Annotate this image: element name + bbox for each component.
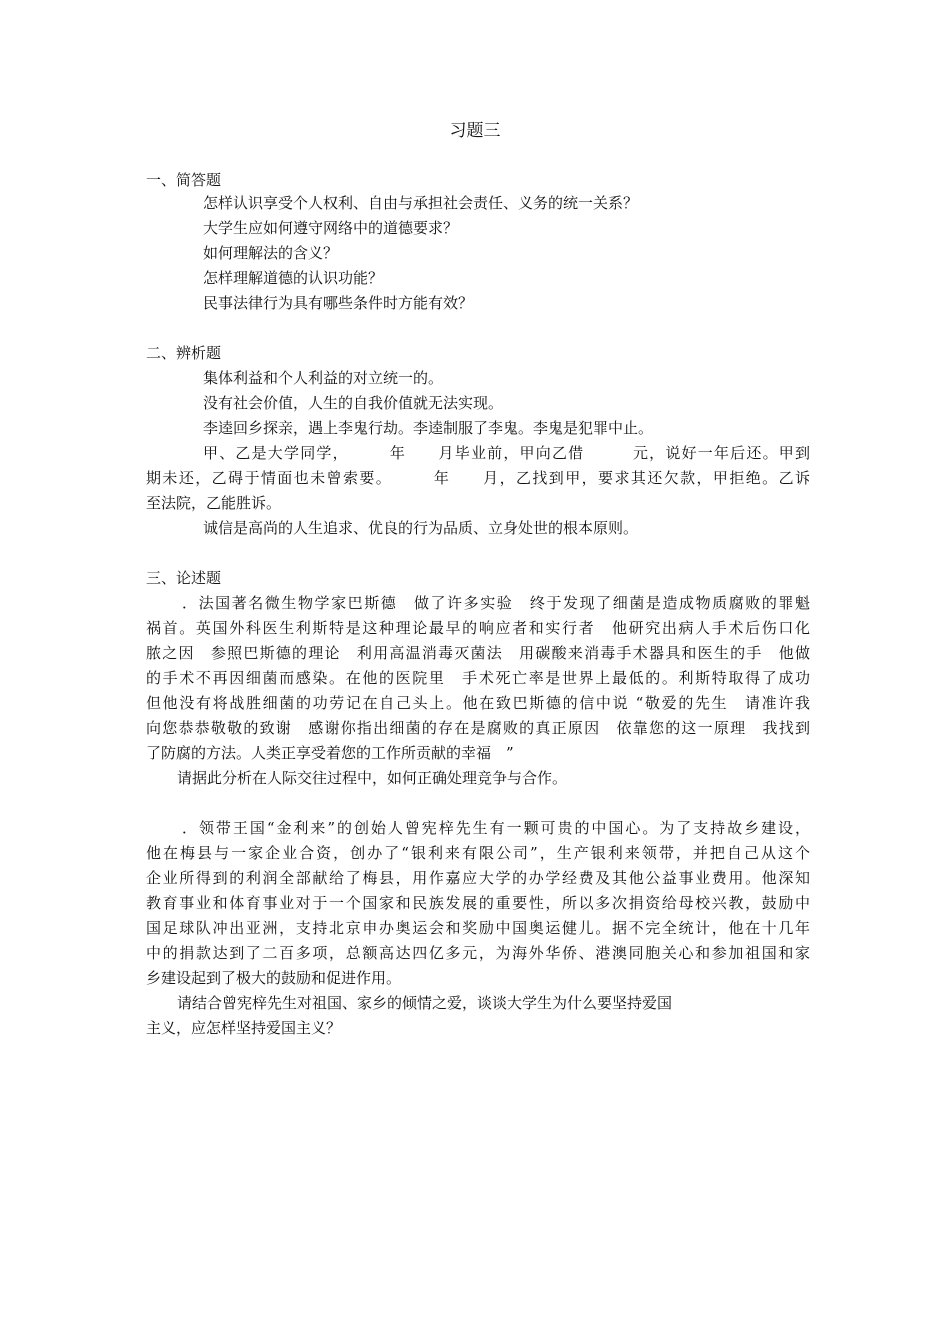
question-1-2: 大学生应如何遵守网络中的道德要求？	[203, 219, 459, 237]
essay-2-line-6: 中的捐款达到了二百多项，总额高达四亿多元，为海外华侨、港澳同胞关心和参加祖国和家	[146, 944, 810, 962]
essay-2-question-line-1: 请结合曾宪梓先生对祖国、家乡的倾情之爱，谈谈大学生为什么要坚持爱国	[177, 994, 673, 1012]
essay-2-question-line-2: 主义，应怎样坚持爱国主义？	[146, 1019, 342, 1037]
question-2-4-line-2: 期未还，乙碍于情面也未曾索要。 年 月，乙找到甲，要求其还欠款，甲拒绝。乙诉	[146, 469, 810, 487]
essay-1-line-1: ．法国著名微生物学家巴斯德 做了许多实验 终于发现了细菌是造成物质腐败的罪魁	[182, 594, 810, 612]
question-2-4-line-1: 甲、乙是大学同学， 年 月毕业前，甲向乙借 元，说好一年后还。甲到	[203, 444, 810, 462]
question-2-4-line-3: 至法院，乙能胜诉。	[146, 494, 282, 512]
essay-1-line-5: 但他没有将战胜细菌的功劳记在自己头上。他在致巴斯德的信中说 “敬爱的先生 请准许我	[146, 694, 810, 712]
question-2-5: 诚信是高尚的人生追求、优良的行为品质、立身处世的根本原则。	[203, 519, 639, 537]
essay-1-line-3: 脓之因 参照巴斯德的理论 利用高温消毒灭菌法 用碳酸来消毒手术器具和医生的手 他做	[146, 644, 810, 662]
document-title: 习题三	[449, 121, 501, 141]
question-1-1: 怎样认识享受个人权利、自由与承担社会责任、义务的统一关系？	[203, 194, 639, 212]
question-2-1: 集体利益和个人利益的对立统一的。	[203, 369, 444, 387]
question-1-4: 怎样理解道德的认识功能？	[203, 269, 384, 287]
section-heading-analysis: 二、辨析题	[146, 344, 222, 362]
essay-1-line-2: 祸首。英国外科医生利斯特是这种理论最早的响应者和实行者 他研究出病人手术后伤口化	[146, 619, 810, 637]
question-1-5: 民事法律行为具有哪些条件时方能有效？	[203, 294, 474, 312]
essay-2-line-2: 他在梅县与一家企业合资，创办了“银利来有限公司”，生产银利来领带，并把自己从这个	[146, 844, 810, 862]
section-heading-essay: 三、论述题	[146, 569, 222, 587]
question-2-3: 李逵回乡探亲，遇上李鬼行劫。李逵制服了李鬼。李鬼是犯罪中止。	[203, 419, 654, 437]
essay-1-line-6: 向您恭恭敬敬的致谢 感谢你指出细菌的存在是腐败的真正原因 依靠您的这一原理 我找到	[146, 719, 810, 737]
essay-1-line-4: 的手术不再因细菌而感染。在他的医院里 手术死亡率是世界上最低的。利斯特取得了成功	[146, 669, 810, 687]
essay-1-question: 请据此分析在人际交往过程中，如何正确处理竞争与合作。	[177, 769, 568, 787]
essay-2-line-1: ．领带王国“金利来”的创始人曾宪梓先生有一颗可贵的中国心。为了支持故乡建设，	[182, 819, 810, 837]
essay-2-line-3: 企业所得到的利润全部献给了梅县，用作嘉应大学的办学经费及其他公益事业费用。他深知	[146, 869, 810, 887]
essay-2-line-7: 乡建设起到了极大的鼓励和促进作用。	[146, 969, 402, 987]
essay-1-line-7: 了防腐的方法。人类正享受着您的工作所贡献的幸福 ”	[146, 744, 514, 762]
essay-2-line-4: 教育事业和体育事业对于一个国家和民族发展的重要性，所以多次捐资给母校兴教，鼓励中	[146, 894, 810, 912]
question-1-3: 如何理解法的含义？	[203, 244, 339, 262]
question-2-2: 没有社会价值，人生的自我价值就无法实现。	[203, 394, 504, 412]
essay-2-line-5: 国足球队冲出亚洲，支持北京申办奥运会和奖励中国奥运健儿。据不完全统计，他在十几年	[146, 919, 810, 937]
section-heading-short-answer: 一、简答题	[146, 171, 222, 189]
